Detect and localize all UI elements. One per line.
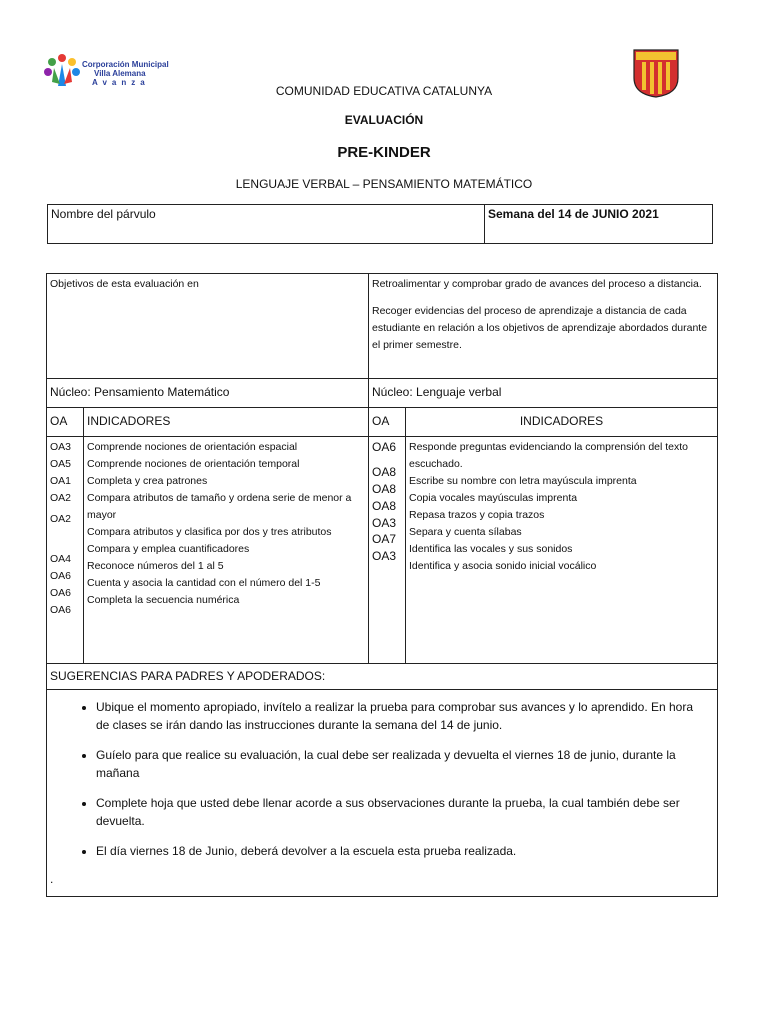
indicator-item: Identifica y asocia sonido inicial vocálico bbox=[409, 560, 597, 572]
lang-indicators-list bbox=[406, 437, 718, 664]
week-label: Semana del 14 de JUNIO 2021 bbox=[488, 207, 659, 221]
objective-text-2: Recoger evidencias del proceso de aprendizaje a distancia de cada estudiante en relación a los objetivos de aprendizaje abordados durante el primer semestre. bbox=[372, 305, 708, 351]
org-name-line1: Corporación Municipal bbox=[82, 60, 169, 69]
subjects-title: LENGUAJE VERBAL – PENSAMIENTO MATEMÁTICO bbox=[235, 177, 533, 191]
oa-code: OA2 bbox=[50, 491, 72, 504]
indicator-item: Escribe su nombre con letra mayúscula imprenta bbox=[409, 475, 637, 487]
objectives-text-cell bbox=[369, 274, 718, 379]
suggestion-item: • Complete hoja que usted debe llenar acorde a sus observaciones durante la prueba, la cual también debe ser devuelta. bbox=[96, 794, 707, 830]
indicators-header-left: INDICADORES bbox=[84, 408, 369, 437]
indicator-item: Compara atributos y clasifica por dos y tres atributos bbox=[87, 526, 332, 538]
indicator-item: Copia vocales mayúsculas imprenta bbox=[409, 492, 578, 504]
oa-code: OA7 bbox=[372, 532, 397, 547]
indicator-item: Comprende nociones de orientación espacial bbox=[87, 441, 298, 453]
evaluation-table bbox=[46, 273, 718, 897]
math-oa-list bbox=[47, 437, 84, 664]
oa-code: OA3 bbox=[372, 515, 397, 530]
org-name-line3: Avanza bbox=[92, 78, 150, 87]
org-name-line2: Villa Alemana bbox=[94, 69, 146, 78]
oa-code: OA8 bbox=[372, 498, 397, 513]
evaluation-title: EVALUACIÓN bbox=[344, 113, 424, 127]
oa-code: OA2 bbox=[50, 512, 72, 525]
oa-code: OA6 bbox=[50, 570, 72, 583]
indicator-item: Identifica las vocales y sus sonidos bbox=[409, 543, 573, 555]
indicator-item: Completa y crea patrones bbox=[87, 475, 208, 487]
student-info-table bbox=[47, 204, 713, 244]
oa-code: OA6 bbox=[50, 587, 72, 600]
oa-code: OA8 bbox=[372, 481, 397, 496]
oa-code: OA6 bbox=[50, 604, 72, 617]
oa-header-right: OA bbox=[369, 408, 406, 437]
oa-code: OA6 bbox=[372, 440, 397, 454]
suggestion-item: • El día viernes 18 de Junio, deberá devolver a la escuela esta prueba realizada. bbox=[96, 842, 707, 860]
indicator-item: Reconoce números del 1 al 5 bbox=[87, 560, 224, 572]
trailing-dot: . bbox=[50, 872, 54, 886]
nucleo-language: Núcleo: Lenguaje verbal bbox=[369, 379, 718, 408]
indicator-item: Compara atributos de tamaño y ordena serie de menor a mayor bbox=[87, 492, 352, 521]
suggestion-item: • Ubique el momento apropiado, invítelo a realizar la prueba para comprobar sus avances y lo aprendido. En hora de clases se irán dando las instrucciones durante la semana del 14 de junio. bbox=[96, 698, 707, 734]
level-title: PRE-KINDER bbox=[337, 144, 431, 161]
week-cell bbox=[485, 205, 713, 244]
objectives-label-cell bbox=[47, 274, 369, 379]
name-cell[interactable] bbox=[48, 205, 485, 244]
indicator-item: Compara y emplea cuantificadores bbox=[87, 543, 250, 555]
oa-code: OA1 bbox=[50, 474, 72, 487]
objectives-label: Objetivos de esta evaluación en bbox=[50, 278, 199, 290]
oa-code: OA4 bbox=[50, 553, 72, 566]
community-title: COMUNIDAD EDUCATIVA CATALUNYA bbox=[275, 84, 493, 98]
lang-oa-list bbox=[369, 437, 406, 664]
indicator-item: Responde preguntas evidenciando la comprensión del texto escuchado. bbox=[409, 441, 689, 470]
suggestions-list bbox=[47, 698, 717, 860]
oa-header-left: OA bbox=[47, 408, 84, 437]
indicator-item: Separa y cuenta sílabas bbox=[409, 526, 522, 538]
suggestions-title: SUGERENCIAS PARA PADRES Y APODERADOS: bbox=[47, 664, 718, 690]
indicators-header-right: INDICADORES bbox=[406, 408, 718, 437]
objective-text-1: Retroalimentar y comprobar grado de avances del proceso a distancia. bbox=[372, 278, 702, 290]
indicator-item: Repasa trazos y copia trazos bbox=[409, 509, 545, 521]
oa-code: OA3 bbox=[50, 441, 72, 453]
nucleo-math: Núcleo: Pensamiento Matemático bbox=[47, 379, 369, 408]
indicator-item: Comprende nociones de orientación temporal bbox=[87, 458, 300, 470]
indicator-item: Completa la secuencia numérica bbox=[87, 594, 240, 606]
suggestion-item: • Guíelo para que realice su evaluación, la cual debe ser realizada y devuelta el viernes 18 de junio, durante la mañana bbox=[96, 746, 707, 782]
name-label: Nombre del párvulo bbox=[51, 207, 156, 221]
oa-code: OA3 bbox=[372, 549, 397, 564]
suggestions-cell bbox=[47, 690, 718, 897]
math-indicators-list bbox=[84, 437, 369, 664]
oa-code: OA8 bbox=[372, 464, 397, 479]
indicator-item: Cuenta y asocia la cantidad con el número del 1-5 bbox=[87, 577, 321, 589]
oa-code: OA5 bbox=[50, 457, 72, 470]
